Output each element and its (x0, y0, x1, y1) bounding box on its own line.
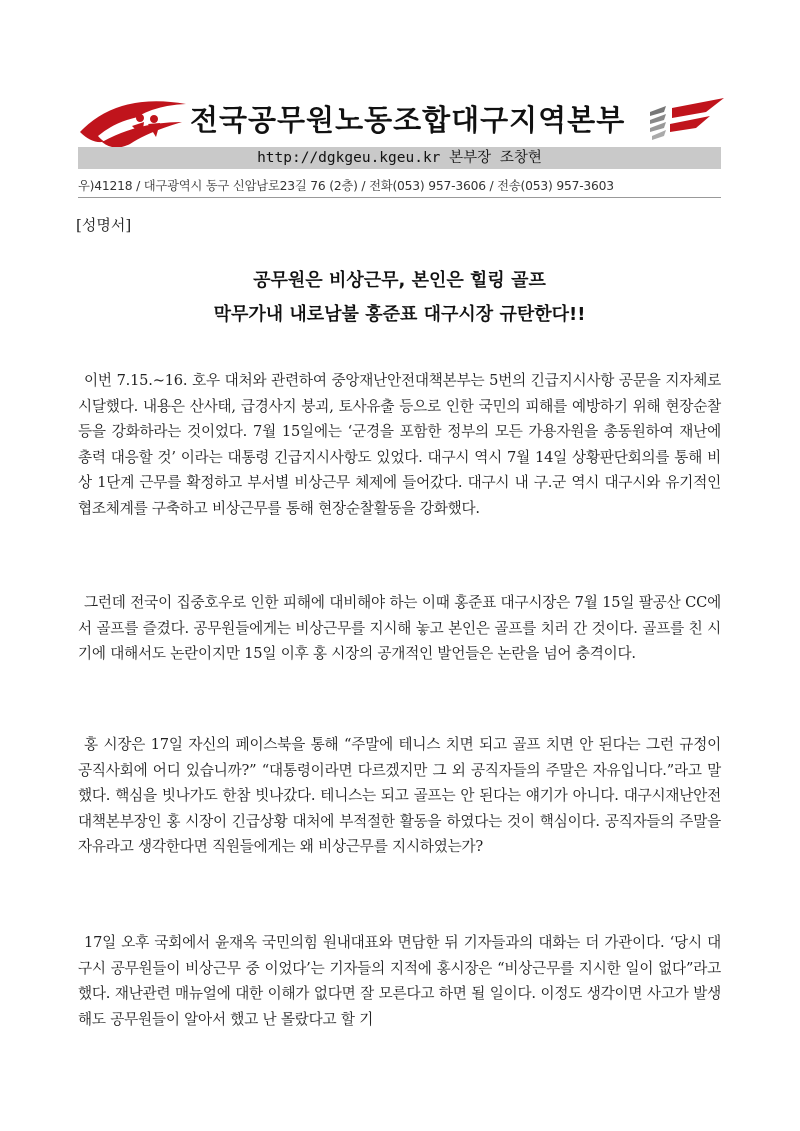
statement-title-line-1: 공무원은 비상근무, 본인은 힐링 골프 (253, 270, 546, 291)
letterhead (78, 92, 726, 154)
website-bar: http://dgkgeu.kgeu.kr 본부장 조창현 (78, 147, 721, 169)
body-paragraph: 17일 오후 국회에서 윤재옥 국민의힘 원내대표와 면담한 뒤 기자들과의 대화는 더 가관이다. ‘당시 대구시 공무원들이 비상근무 중 이었다’는 기자들의 지적에 홍시장은 “비상근무를 지시한 일이 없다”라고 했다. 재난관련 매뉴얼에 대한 이해가 없다면 잘 모른다고 하면 될 일이다. 이정도 생각이면 사고가 발생해도 공무원들이 알아서 했고 난 몰랐다고 할 기 (78, 934, 721, 1028)
body-paragraph: 그런데 전국이 집중호우로 인한 피해에 대비해야 하는 이때 홍준표 대구시장은 7월 15일 팔공산 CC에서 골프를 즐겼다. 공무원들에게는 비상근무를 지시해 놓고 본인은 골프를 치러 간 것이다. 골프를 친 시기에 대해서도 논란이지만 15일 이후 홍 시장의 공개적인 발언들은 논란을 넘어 충격이다. (78, 594, 721, 662)
header-divider (78, 197, 721, 198)
contact-address: 우)41218 / 대구광역시 동구 신암남로23길 76 (2층) / 전화(053) 957-3606 / 전송(053) 957-3603 (78, 179, 614, 193)
document-type-label: [성명서] (76, 216, 132, 234)
union-logo-icon (78, 92, 188, 152)
statement-title-line-2: 막무가내 내로남불 홍준표 대구시장 규탄한다!! (213, 304, 586, 325)
stripe-mark-icon (648, 98, 726, 144)
org-name: 전국공무원노동조합대구지역본부 (190, 103, 626, 137)
body-paragraph: 홍 시장은 17일 자신의 페이스북을 통해 “주말에 테니스 치면 되고 골프 치면 안 된다는 그런 규정이 공직사회에 어디 있습니까?” “대통령이라면 다르겠지만 그 외 공직자들의 주말은 자유입니다.”라고 말했다. 핵심을 빗나가도 한참 빗나갔다. 테니스는 되고 골프는 안 된다는 얘기가 아니다. 대구시재난안전대책본부장인 홍 시장이 긴급상황 대처에 부적절한 활동을 하였다는 것이 핵심이다. 공직자들의 주말을 자유라고 생각한다면 직원들에게는 왜 비상근무를 지시하였는가? (78, 736, 721, 855)
body-paragraph: 이번 7.15.~16. 호우 대처와 관련하여 중앙재난안전대책본부는 5번의 긴급지시사항 공문을 지자체로 시달했다. 내용은 산사태, 급경사지 붕괴, 토사유출 등으로 인한 국민의 피해를 예방하기 위해 현장순찰 등을 강화하라는 것이었다. 7월 15일에는 ‘군경을 포함한 정부의 모든 가용자원을 총동원하여 재난에 총력 대응할 것’ 이라는 대통령 긴급지시사항도 있었다. 대구시 역시 7월 14일 상황판단회의를 통해 비상 1단계 근무를 확정하고 부서별 비상근무 체제에 들어갔다. 대구시 내 구.군 역시 대구시와 유기적인 협조체계를 구축하고 비상근무를 통해 현장순찰활동을 강화했다. (78, 372, 721, 517)
